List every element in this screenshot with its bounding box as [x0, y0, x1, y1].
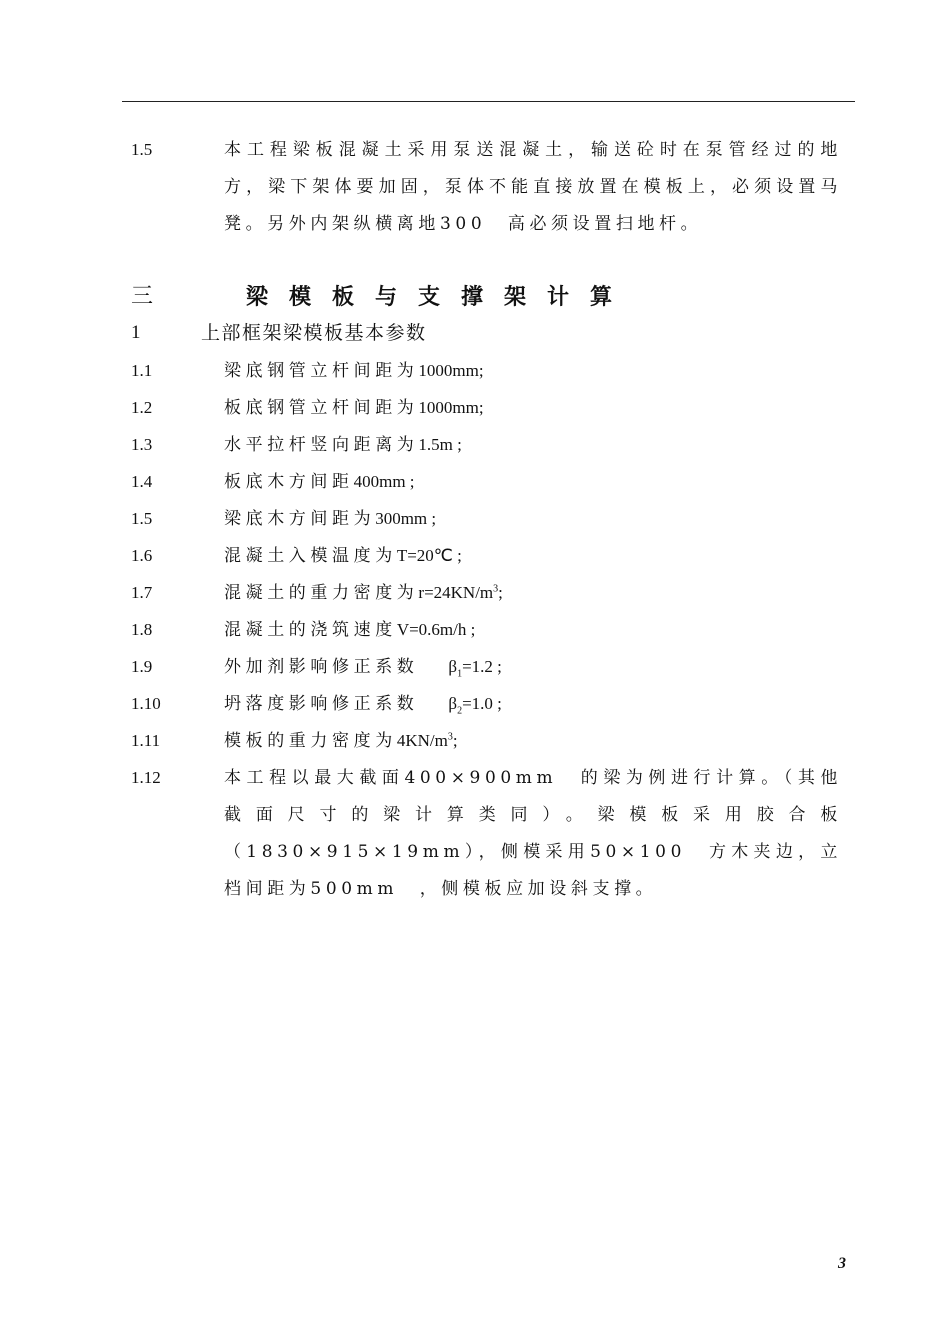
item-text: 外加剂影响修正系数 $\beta_1=1.2$ ; — [224, 657, 502, 680]
section-number: 三 — [131, 284, 154, 309]
item-text: 梁底钢管立杆间距为1000mm; — [224, 361, 484, 381]
item-number: 1.2 — [131, 398, 153, 417]
item-number: 1.3 — [131, 435, 153, 454]
item-text: 板底钢管立杆间距为1000mm; — [224, 398, 484, 418]
item-number: 1.5 — [131, 140, 153, 159]
item-number: 1.7 — [131, 583, 153, 602]
section-title: 梁模板与支撑架计算 — [246, 284, 634, 310]
page-number: 3 — [838, 1255, 846, 1272]
subsection-number: 1 — [131, 322, 141, 343]
item-text: 本工程梁板混凝土采用泵送混凝土，输送砼时在泵管经过的地方，梁下架体要加固，泵体不能直接放置在模板上，必须设置马凳。另外内架纵横离地300 高必须设置扫地杆。 — [224, 140, 842, 234]
item-text: 水平拉杆竖向距离为1.5m ; — [224, 435, 462, 455]
item-number: 1.9 — [131, 657, 153, 676]
item-text: 模板的重力密度为$4KN/m^3$; — [224, 731, 458, 751]
item-number: 1.10 — [131, 694, 161, 713]
item-number: 1.12 — [131, 768, 161, 787]
subsection-title: 上部框架梁模板基本参数 — [201, 322, 427, 344]
item-text: 混凝土的重力密度为$r=24KN/m^3$; — [224, 583, 503, 603]
item-number: 1.1 — [131, 361, 153, 380]
item-text: 梁底木方间距为300mm ; — [224, 509, 437, 529]
item-text: 混凝土的浇筑速度V=0.6m/h ; — [224, 620, 476, 640]
item-number: 1.11 — [131, 731, 161, 750]
item-text: 坍落度影响修正系数 $\beta_2=1.0$ ; — [224, 694, 502, 717]
item-number: 1.8 — [131, 620, 153, 639]
item-text: 板底木方间距400mm ; — [224, 472, 415, 492]
item-text: 本工程以最大截面400×900mm 的梁为例进行计算。（其他截面尺寸的梁计算类同）。梁模板采用胶合板（1830×915×19mm），侧模采用50×100 方木夹边，立档间距为500mm ，侧模板应加设斜支撑。 — [224, 768, 842, 899]
header-rule — [122, 101, 855, 102]
item-number: 1.4 — [131, 472, 153, 491]
item-number: 1.6 — [131, 546, 153, 565]
item-number: 1.5 — [131, 509, 153, 528]
item-text: 混凝土入模温度为T=20℃ ; — [224, 546, 462, 566]
